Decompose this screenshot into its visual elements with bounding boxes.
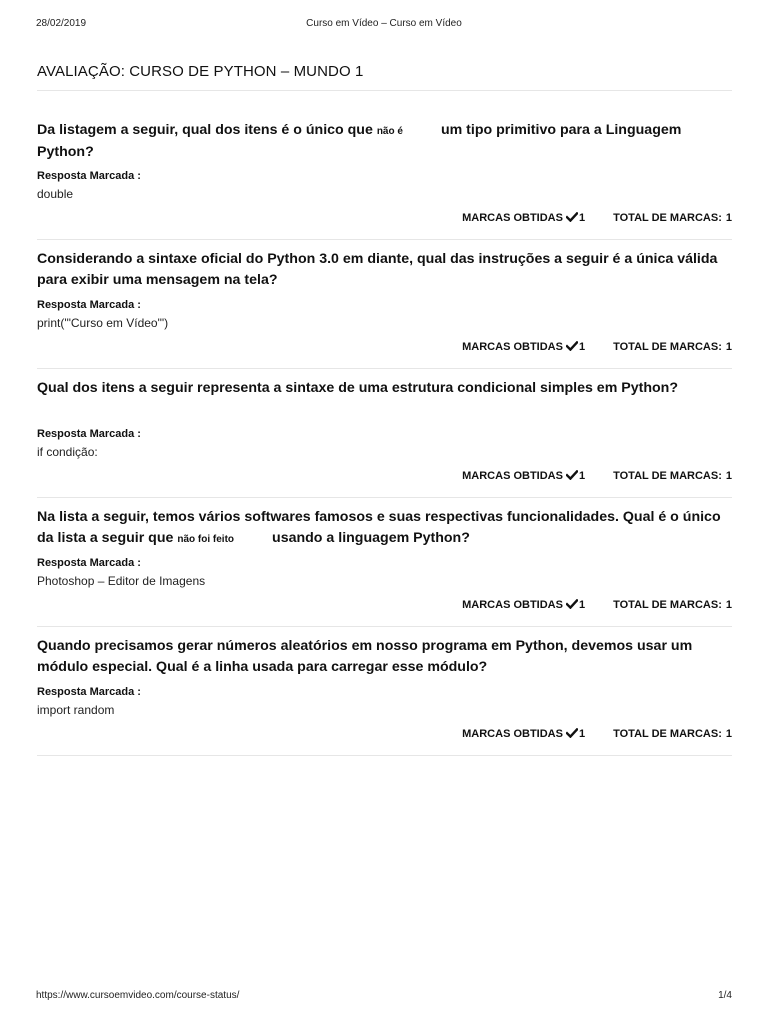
- answer-value: if condição:: [37, 445, 98, 459]
- total-marks-value: 1: [725, 341, 732, 353]
- check-icon: [566, 212, 578, 222]
- answer-value: import random: [37, 703, 115, 717]
- question-block: [37, 369, 732, 498]
- marks-row: [462, 470, 732, 482]
- question-block: [37, 627, 732, 756]
- total-marks-label: TOTAL DE MARCAS:: [613, 212, 722, 224]
- print-header: [36, 18, 732, 32]
- question-emphasis: não foi feito: [177, 534, 235, 545]
- marks-row: [462, 728, 732, 740]
- total-marks-label: TOTAL DE MARCAS:: [613, 599, 722, 611]
- question-text: Considerando a sintaxe oficial do Python 3.0 em diante, qual das instruções a seguir é a única válida para exibir uma mensagem na tela?: [37, 251, 718, 288]
- question-text-before: Na lista a seguir, temos vários softwares famosos e suas respectivas funcionalidades. Qual é o único da lista a seguir que: [37, 509, 721, 546]
- total-marks-value: 1: [725, 599, 732, 611]
- check-icon: [566, 341, 578, 351]
- total-marks-label: TOTAL DE MARCAS:: [613, 728, 722, 740]
- total-marks-value: 1: [725, 470, 732, 482]
- answer-label: Resposta Marcada :: [37, 557, 141, 569]
- page-number: 1/4: [718, 990, 732, 1001]
- check-icon: [566, 728, 578, 738]
- assessment-content: [37, 60, 732, 756]
- total-marks-value: 1: [725, 212, 732, 224]
- marks-obtained-value: 1: [578, 212, 586, 224]
- question-text-before: Da listagem a seguir, qual dos itens é o único que: [37, 122, 373, 138]
- marks-obtained-label: MARCAS OBTIDAS: [462, 341, 563, 353]
- marks-obtained-value: 1: [578, 599, 586, 611]
- answer-value: print('"Curso em Vídeo"'): [37, 316, 169, 330]
- answer-label: Resposta Marcada :: [37, 299, 141, 311]
- question-text-after: usando a linguagem Python?: [272, 530, 470, 546]
- question-block: [37, 240, 732, 369]
- answer-label: Resposta Marcada :: [37, 170, 141, 182]
- marks-row: [462, 341, 732, 353]
- marks-obtained-value: 1: [578, 470, 586, 482]
- marks-obtained-label: MARCAS OBTIDAS: [462, 212, 563, 224]
- answer-value: Photoshop – Editor de Imagens: [37, 574, 206, 588]
- total-marks-value: 1: [725, 728, 732, 740]
- question-text-after: um tipo primitivo para a Linguagem Python?: [37, 122, 682, 160]
- total-marks-label: TOTAL DE MARCAS:: [613, 470, 722, 482]
- question-text: [37, 507, 732, 550]
- marks-row: [462, 599, 732, 611]
- answer-label: Resposta Marcada :: [37, 428, 141, 440]
- check-icon: [566, 470, 578, 480]
- print-url: https://www.cursoemvideo.com/course-status/: [36, 990, 240, 1001]
- print-date: 28/02/2019: [36, 18, 87, 29]
- marks-obtained-value: 1: [578, 728, 586, 740]
- question-block: [37, 498, 732, 627]
- question-text: Qual dos itens a seguir representa a sintaxe de uma estrutura condicional simples em Python?: [37, 380, 678, 396]
- marks-obtained-value: 1: [578, 341, 586, 353]
- marks-obtained-label: MARCAS OBTIDAS: [462, 728, 563, 740]
- answer-label: Resposta Marcada :: [37, 686, 141, 698]
- question-text: Quando precisamos gerar números aleatórios em nosso programa em Python, devemos usar um módulo especial. Qual é a linha usada para carregar esse módulo?: [37, 638, 693, 675]
- page-title: AVALIAÇÃO: CURSO DE PYTHON – MUNDO 1: [37, 60, 732, 91]
- answer-value: double: [37, 187, 74, 201]
- marks-obtained-label: MARCAS OBTIDAS: [462, 599, 563, 611]
- marks-row: [462, 212, 732, 224]
- question-emphasis: não é: [376, 126, 403, 137]
- print-document-title: Curso em Vídeo – Curso em Vídeo: [306, 18, 462, 29]
- check-icon: [566, 599, 578, 609]
- question-text: [37, 120, 732, 163]
- total-marks-label: TOTAL DE MARCAS:: [613, 341, 722, 353]
- print-footer: [36, 990, 732, 1004]
- marks-obtained-label: MARCAS OBTIDAS: [462, 470, 563, 482]
- question-block: [37, 91, 732, 240]
